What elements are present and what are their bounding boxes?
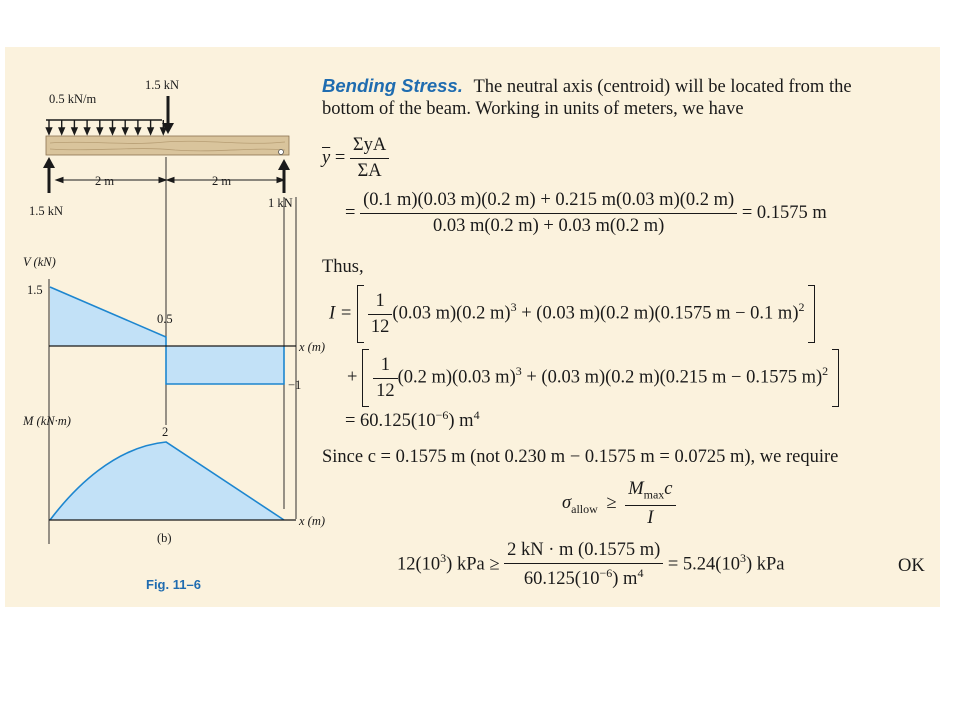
distributed-load-arrowhead <box>148 128 153 134</box>
intro-paragraph <box>322 75 852 98</box>
final-check: $12(10^3)$ kPa ≥ $\frac{2 kN \cdot m (0.1575 m)}{60.125(10^{-6}) m^4}$ = $5.24(10^3)$ kPa <box>397 540 785 590</box>
reaction-arrows <box>43 157 290 193</box>
moment-of-inertia-line-1: I = $\frac{1}{12}$ (0.03 m)(0.2 m)$^3$ + (0.03 m)(0.2 m)(0.1575 m − 0.1 m)$^2$ <box>329 285 815 343</box>
distributed-load-arrowhead <box>72 128 77 134</box>
allowable-stress-criterion: $\sigma_{allow}$ ≥ $\frac{M_{max}c}{I}$ <box>562 479 676 529</box>
shear-max-value: 1.5 <box>27 283 43 297</box>
shear-min-value: −1 <box>288 378 302 392</box>
inertia-term-2b: + (0.03 m)(0.2 m)(0.215 m − 0.1575 m) <box>521 367 823 388</box>
left-bracket-1 <box>357 285 364 343</box>
inertia-term-2: (0.2 m)(0.03 m) <box>397 367 516 388</box>
ybar-equation: $\overline{y}$ = $\frac{\text{ΣyA}}{\Sigma A}$ <box>322 135 389 182</box>
final-fraction: $\frac{2 kN \cdot m (0.1575 m)}{60.125(10^{-6}) m^4}$ <box>504 540 663 590</box>
ybar-value-fraction <box>360 190 737 237</box>
ybar-fraction <box>350 135 389 182</box>
distributed-load-arrowhead <box>85 128 90 134</box>
moment-of-inertia-line-2: + $\frac{1}{12}$ (0.2 m)(0.03 m)$^3$ + (0.03 m)(0.2 m)(0.215 m − 0.1575 m)$^2$ <box>347 349 839 407</box>
shear-positive-area <box>50 287 166 346</box>
since-text: Since c = 0.1575 m (not 0.230 m − 0.1575 m = 0.0725 m), we require <box>322 447 839 467</box>
intro-line-2: bottom of the beam. Working in units of meters, we have <box>322 99 744 119</box>
reaction-left-label: 1.5 kN <box>29 204 64 218</box>
figure-caption: Fig. 11–6 <box>146 577 201 592</box>
moment-max-value: 2 <box>162 425 169 439</box>
dimension-left-label: 2 m <box>95 174 115 188</box>
beam <box>46 136 289 155</box>
ybar-numerator: ΣyA <box>352 135 387 155</box>
distributed-load-arrowhead <box>110 128 115 134</box>
dimension-line <box>56 178 284 183</box>
distributed-load-arrows <box>46 120 166 134</box>
ybar-denominator: ΣA <box>350 158 389 182</box>
distributed-load-label: 0.5 kN/m <box>49 92 97 106</box>
shear-axis-label: V (kN) <box>23 255 56 269</box>
moment-axis-label: M (kN·m) <box>23 414 71 428</box>
ybar-result: = 0.1575 m <box>741 202 827 223</box>
distributed-load-arrowhead <box>161 128 166 134</box>
distributed-load-arrowhead <box>59 128 64 134</box>
shear-x-axis-label: x (m) <box>299 340 326 354</box>
ybar-value-numerator: (0.1 m)(0.03 m)(0.2 m) + 0.215 m(0.03 m)(0.2 m) <box>363 190 735 210</box>
ok-label: OK <box>898 556 925 576</box>
textbook-page <box>5 47 940 607</box>
ybar-evaluation: = $\frac{(0.1 m)(0.03 m)(0.2 m) + 0.215 m(0.03 m)(0.2 m)}{0.03 m(0.2 m) + 0.03 m(0.2 m)}$ = 0.1575 m <box>345 190 827 236</box>
figure-sublabel: (b) <box>157 531 172 545</box>
inertia-result: = $60.125(10^{-6})$ $m^4$ <box>345 408 480 432</box>
thus-text: Thus, <box>322 257 364 277</box>
distributed-load-arrowhead <box>97 128 102 134</box>
ybar-value-denominator: 0.03 m(0.2 m) + 0.03 m(0.2 m) <box>360 213 737 237</box>
distributed-load-arrowhead <box>46 128 51 134</box>
left-bracket-2 <box>362 349 369 407</box>
ybar-symbol: $\overline{y}$ <box>322 147 331 168</box>
intro-text: The neutral axis (centroid) will be located from the <box>473 77 852 97</box>
moment-x-axis-label: x (m) <box>299 514 326 528</box>
shear-negative-area <box>166 346 284 384</box>
right-bracket-2 <box>832 349 839 407</box>
inertia-term-1: (0.03 m)(0.2 m) <box>392 303 511 324</box>
dimension-right-label: 2 m <box>212 174 232 188</box>
inertia-lhs: I = <box>329 303 353 324</box>
distributed-load-arrowhead <box>135 128 140 134</box>
moment-diagram <box>49 442 296 520</box>
point-load-label: 1.5 kN <box>145 78 180 92</box>
inertia-term-1b: + (0.03 m)(0.2 m)(0.1575 m − 0.1 m) <box>516 303 799 324</box>
shear-mid-value: 0.5 <box>157 312 173 326</box>
right-bracket-1 <box>808 285 815 343</box>
shear-diagram <box>49 287 296 384</box>
distributed-load-arrowhead <box>123 128 128 134</box>
beam-figure <box>5 47 335 607</box>
reaction-right-label: 1 kN <box>268 196 293 210</box>
section-heading: Bending Stress. <box>322 75 463 96</box>
